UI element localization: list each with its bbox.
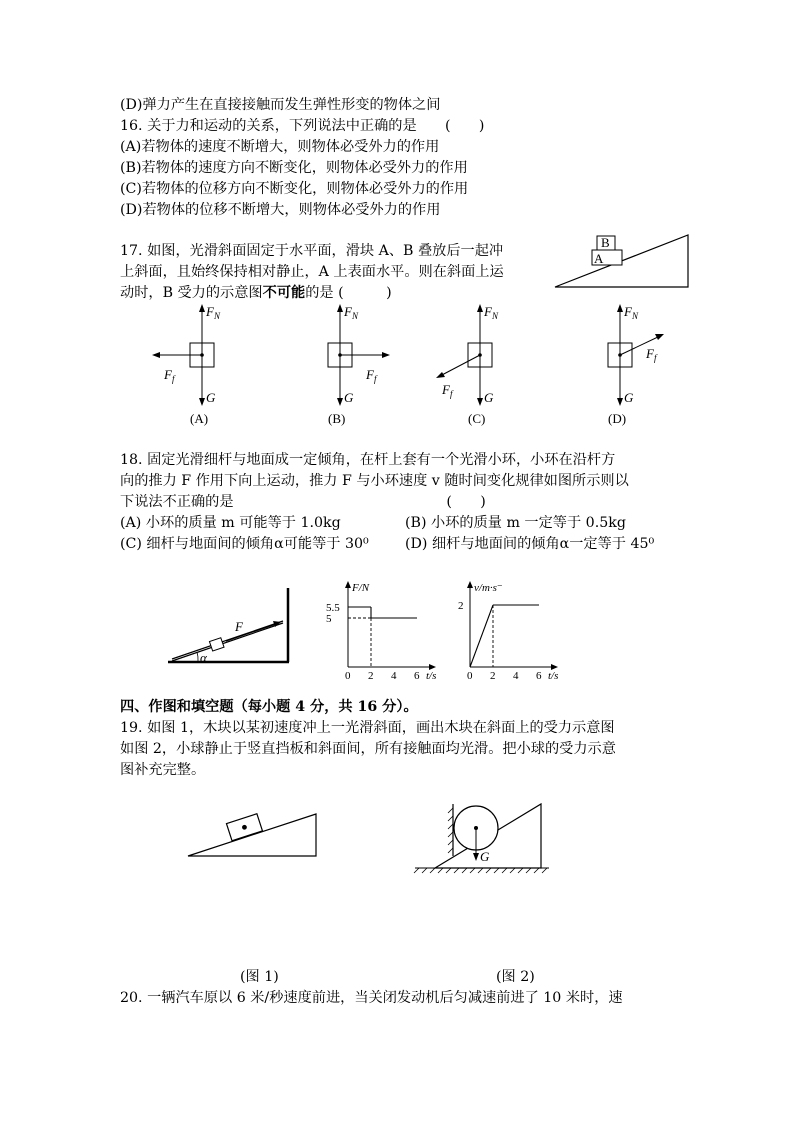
q17-emphasis: 不可能 xyxy=(262,285,306,301)
y-axis-label: F/N xyxy=(352,582,370,594)
x-tick-label: 4 xyxy=(391,670,397,682)
gravity-label: G xyxy=(206,390,216,405)
q17-stem-line2: 上斜面，且始终保持相对静止，A 上表面水平。则在斜面上运 xyxy=(120,264,504,280)
q17-stem-line3 xyxy=(120,283,392,303)
q19-line1: 19. 如图 1，木块以某初速度冲上一光滑斜面，画出木块在斜面上的受力示意图 xyxy=(120,720,615,736)
q18-stem-line2: 向的推力 F 作用下向上运动，推力 F 与小环速度 v 随时间变化规律如图所示则以 xyxy=(120,473,629,489)
gravity-label: G xyxy=(624,390,634,405)
series-segment xyxy=(470,605,493,667)
angle-alpha-label: α xyxy=(200,650,207,665)
choice-label-c: (C) xyxy=(468,411,486,426)
force-time-chart xyxy=(318,575,448,685)
q17-choice-a-diagram xyxy=(150,302,260,427)
block-a-label: A xyxy=(594,251,604,266)
choice-label-d: (D) xyxy=(608,411,627,426)
normal-force-label: $F_N$ xyxy=(624,304,638,321)
block-b-label: B xyxy=(601,235,610,250)
q18-stem-line1: 18. 固定光滑细杆与地面成一定倾角，在杆上套有一个光滑小环，小环在沿杆方 xyxy=(120,452,616,468)
y-tick-label: 5 xyxy=(326,613,332,625)
figure2-ball-wall xyxy=(413,798,563,878)
figure2-caption: (图 2) xyxy=(496,969,535,985)
q16-option-b: (B)若物体的速度方向不断变化，则物体必受外力的作用 xyxy=(120,160,468,176)
gravity-label: G xyxy=(484,390,494,405)
q15-option-d: (D)弹力产生在直接接触而发生弹性形变的物体之间 xyxy=(120,97,441,113)
q16-option-d: (D)若物体的位移不断增大，则物体必受外力的作用 xyxy=(120,202,441,218)
q17-choice-b-diagram xyxy=(288,302,398,427)
x-tick-label: 0 xyxy=(467,670,473,682)
q17-choice-d-diagram xyxy=(568,302,678,427)
gravity-label: G xyxy=(344,390,354,405)
normal-force-label: $F_N$ xyxy=(344,304,358,321)
x-axis-label: t/s xyxy=(548,670,559,682)
y-axis-arrow xyxy=(345,581,351,588)
x-tick-label: 4 xyxy=(513,670,519,682)
x-axis-label: t/s xyxy=(426,670,437,682)
q19-line3: 图补充完整。 xyxy=(120,762,206,778)
q16-option-a: (A)若物体的速度不断增大，则物体必受外力的作用 xyxy=(120,139,440,155)
x-tick-label: 2 xyxy=(368,670,374,682)
q17-incline-diagram xyxy=(550,230,690,290)
x-tick-label: 6 xyxy=(536,670,542,682)
choice-label-b: (B) xyxy=(328,411,346,426)
y-tick-label: 2 xyxy=(458,600,464,612)
friction-label: $F_f$ xyxy=(164,367,175,384)
velocity-time-chart xyxy=(450,575,580,685)
figure2-gravity-label: G xyxy=(480,849,490,864)
y-axis-arrow xyxy=(467,581,473,588)
q17-stem-line3-before: 动时，B 受力的示意图 xyxy=(120,285,263,301)
choice-label-a: (A) xyxy=(190,411,209,426)
q18-stem-line3: 下说法不正确的是 ( ) xyxy=(120,494,486,510)
q16-option-c: (C)若物体的位移方向不断变化，则物体必受外力的作用 xyxy=(120,181,469,197)
q20-line: 20. 一辆汽车原以 6 米/秒速度前进，当关闭发动机后匀减速前进了 10 米时，速 xyxy=(120,990,623,1006)
y-tick-label: 5.5 xyxy=(326,602,340,614)
q18-option-d: (D) 细杆与地面间的倾角α一定等于 45⁰ xyxy=(405,536,655,552)
figure1-incline-block xyxy=(186,808,321,858)
friction-label: $F_f$ xyxy=(442,382,453,399)
x-tick-label: 0 xyxy=(345,670,351,682)
friction-label: $F_f$ xyxy=(366,367,377,384)
q18-rod-diagram xyxy=(168,588,298,668)
y-axis-label: v/m·s⁻ xyxy=(474,582,503,594)
q16-stem: 16. 关于力和运动的关系，下列说法中正确的是 ( ) xyxy=(120,118,485,134)
q17-stem-line1: 17. 如图，光滑斜面固定于水平面，滑块 A、B 叠放后一起冲 xyxy=(120,243,504,259)
q18-option-c: (C) 细杆与地面间的倾角α可能等于 30⁰ xyxy=(120,536,369,552)
q19-line2: 如图 2，小球静止于竖直挡板和斜面间，所有接触面均光滑。把小球的受力示意 xyxy=(120,741,616,757)
normal-force-label: $F_N$ xyxy=(484,304,498,321)
friction-label: $F_f$ xyxy=(646,346,657,363)
rod-force-label: F xyxy=(235,619,243,634)
x-tick-label: 2 xyxy=(490,670,496,682)
q18-option-a: (A) 小环的质量 m 可能等于 1.0kg xyxy=(120,515,341,531)
q17-stem-line3-after: 的是 ( ) xyxy=(305,285,392,301)
figure1-caption: (图 1) xyxy=(240,969,279,985)
q18-option-b: (B) 小环的质量 m 一定等于 0.5kg xyxy=(405,515,626,531)
x-tick-label: 6 xyxy=(414,670,420,682)
section4-heading: 四、作图和填空题（每小题 4 分，共 16 分）。 xyxy=(120,699,418,715)
q17-choice-c-diagram xyxy=(428,302,538,427)
normal-force-label: $F_N$ xyxy=(206,304,220,321)
